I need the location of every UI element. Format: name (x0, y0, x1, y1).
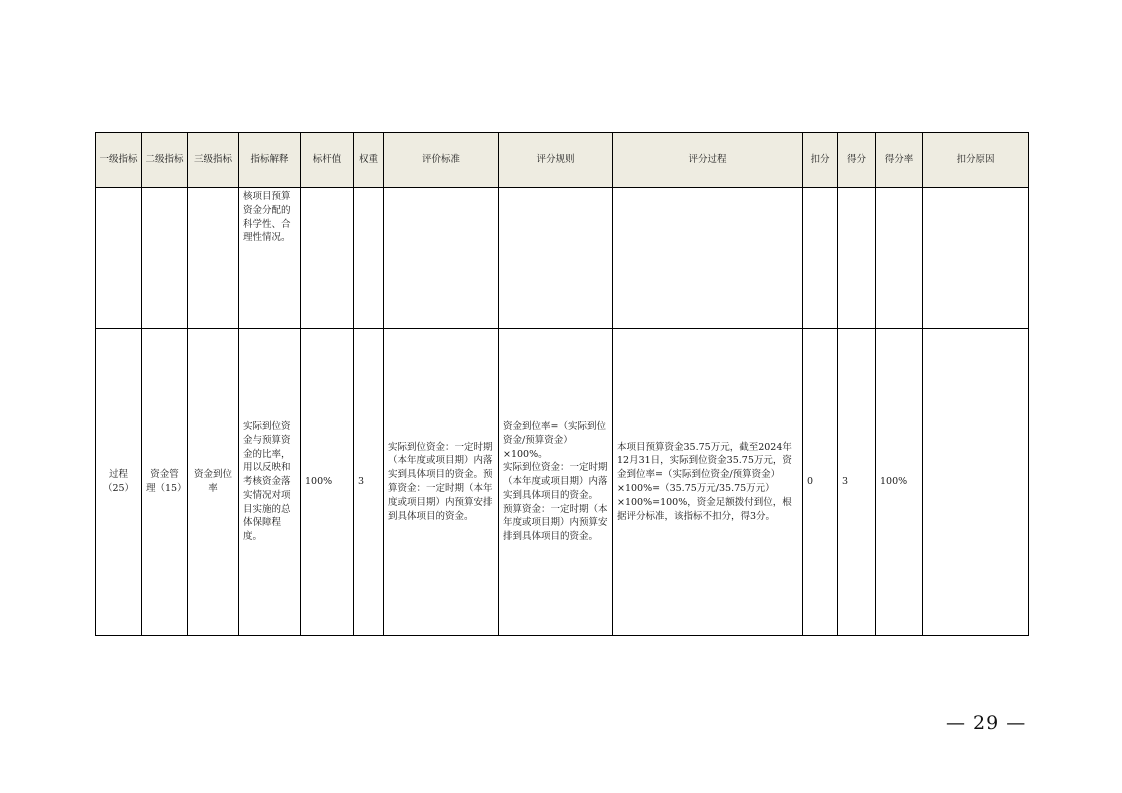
cell-score: 3 (838, 329, 876, 636)
cell-standard: 实际到位资金：一定时期（本年度或项目期）内落实到具体项目的资金。预算资金：一定时期（本年度或项目期）内预算安排到具体项目的资金。 (384, 329, 499, 636)
cell-reason (923, 188, 1029, 329)
header-score-rate: 得分率 (876, 133, 923, 188)
table-row (96, 329, 1029, 636)
evaluation-table (95, 132, 1029, 636)
cell-standard (384, 188, 499, 329)
page-number: — 29 — (946, 712, 1027, 734)
cell-score-rate: 100% (876, 329, 923, 636)
header-level3: 三级指标 (188, 133, 239, 188)
cell-benchmark: 100% (301, 329, 354, 636)
header-reason: 扣分原因 (923, 133, 1029, 188)
cell-level1 (96, 188, 142, 329)
cell-deduction: 0 (803, 329, 838, 636)
header-level2: 二级指标 (142, 133, 188, 188)
header-explanation: 指标解释 (239, 133, 301, 188)
cell-deduction (803, 188, 838, 329)
cell-explanation: 实际到位资金与预算资金的比率，用以反映和考核资金落实情况对项目实施的总体保障程度。 (239, 329, 301, 636)
cell-weight: 3 (354, 329, 384, 636)
cell-benchmark (301, 188, 354, 329)
header-standard: 评价标准 (384, 133, 499, 188)
cell-level3 (188, 188, 239, 329)
cell-weight (354, 188, 384, 329)
header-rule: 评分规则 (499, 133, 613, 188)
cell-level2: 资金管理（15） (142, 329, 188, 636)
cell-rule: 资金到位率=（实际到位资金/预算资金）×100%。 实际到位资金：一定时期（本年度或项目期）内落实到具体项目的资金。 预算资金：一定时期（本年度或项目期）内预算安排到具体项目的资金。 (499, 329, 613, 636)
header-score: 得分 (838, 133, 876, 188)
header-process: 评分过程 (613, 133, 803, 188)
table-header-row (96, 133, 1029, 188)
header-deduction: 扣分 (803, 133, 838, 188)
cell-rule (499, 188, 613, 329)
cell-level1: 过程（25） (96, 329, 142, 636)
cell-score (838, 188, 876, 329)
cell-level3: 资金到位率 (188, 329, 239, 636)
cell-process: 本项目预算资金35.75万元，截至2024年12月31日，实际到位资金35.75万元，资金到位率=（实际到位资金/预算资金）×100%=（35.75万元/35.75万元）×100%=100%，资金足额拨付到位，根据评分标准，该指标不扣分，得3分。 (613, 329, 803, 636)
cell-level2 (142, 188, 188, 329)
header-benchmark: 标杆值 (301, 133, 354, 188)
cell-explanation: 核项目预算资金分配的科学性、合理性情况。 (239, 188, 301, 329)
header-level1: 一级指标 (96, 133, 142, 188)
cell-process (613, 188, 803, 329)
cell-reason (923, 329, 1029, 636)
table-row (96, 188, 1029, 329)
header-weight: 权重 (354, 133, 384, 188)
cell-score-rate (876, 188, 923, 329)
